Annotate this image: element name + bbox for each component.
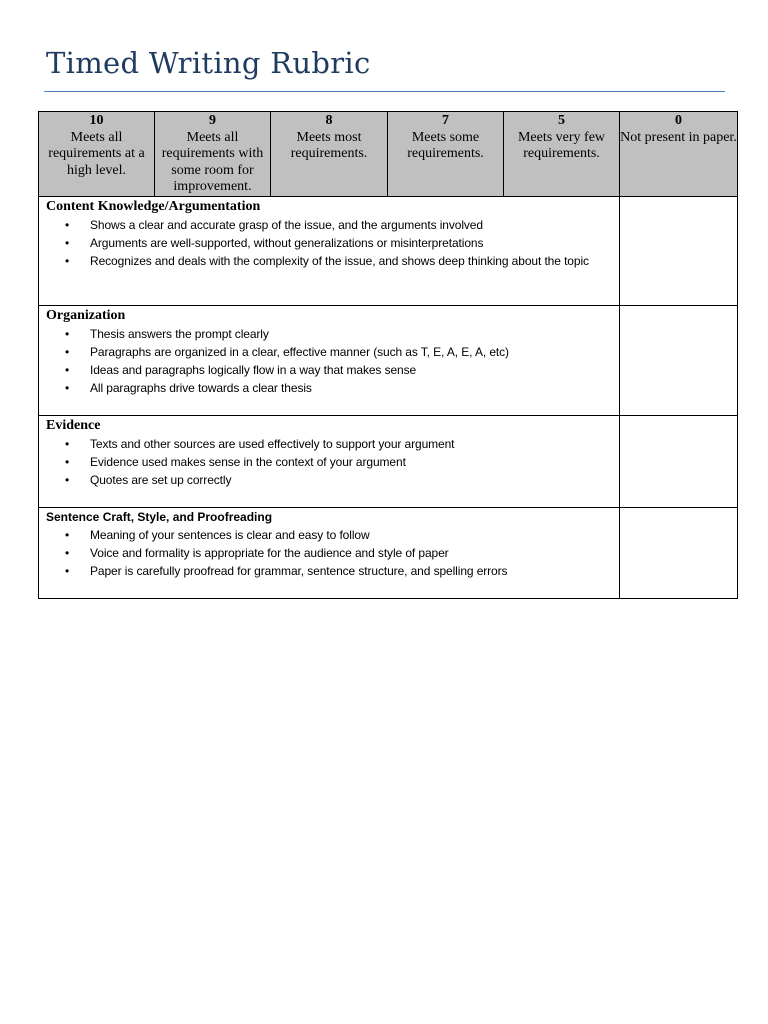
score-column-header (39, 112, 155, 197)
criteria-item (46, 216, 613, 234)
rubric-section-row (39, 415, 738, 507)
section-title: Sentence Craft, Style, and Proofreading (46, 509, 273, 524)
score-value: 0 (675, 113, 682, 128)
bullet-icon: • (65, 545, 70, 560)
bullet-icon: • (65, 235, 70, 250)
bullet-icon: • (65, 436, 70, 451)
bullet-icon: • (65, 326, 70, 341)
score-description: Meets some requirements. (407, 129, 484, 161)
criteria-text: Texts and other sources are used effectively to support your argument (90, 436, 455, 451)
score-column-header (388, 112, 504, 197)
section-criteria-cell (39, 415, 620, 507)
criteria-list (46, 435, 613, 490)
bullet-icon: • (65, 527, 70, 542)
criteria-item (46, 361, 613, 379)
score-header-row (39, 112, 738, 197)
criteria-text: Arguments are well-supported, without generalizations or misinterpretations (90, 235, 484, 250)
score-description: Not present in paper. (620, 129, 737, 145)
criteria-item (46, 379, 613, 397)
criteria-list (46, 526, 613, 581)
title-underline (44, 91, 725, 92)
criteria-list (46, 325, 613, 398)
section-title: Evidence (46, 417, 101, 433)
criteria-text: All paragraphs drive towards a clear thesis (90, 381, 312, 396)
score-value: 9 (209, 113, 216, 128)
score-description: Meets all requirements at a high level. (48, 129, 145, 178)
bullet-icon: • (65, 253, 70, 268)
score-entry-cell[interactable] (620, 415, 738, 507)
score-value: 5 (558, 113, 565, 128)
section-title: Organization (46, 307, 126, 323)
score-column-header (155, 112, 271, 197)
section-criteria-cell (39, 196, 620, 305)
score-entry-cell[interactable] (620, 196, 738, 305)
bullet-icon: • (65, 381, 70, 396)
criteria-text: Paragraphs are organized in a clear, effective manner (such as T, E, A, E, A, etc) (90, 344, 509, 359)
criteria-item (46, 562, 613, 580)
bullet-icon: • (65, 472, 70, 487)
criteria-item (46, 471, 613, 489)
score-entry-cell[interactable] (620, 305, 738, 415)
criteria-text: Paper is carefully proofread for grammar, sentence structure, and spelling errors (90, 563, 508, 578)
score-description: Meets all requirements with some room for improvement. (161, 129, 264, 194)
score-entry-cell[interactable] (620, 507, 738, 598)
criteria-item (46, 435, 613, 453)
page-title: Timed Writing Rubric (46, 46, 371, 80)
score-column-header (271, 112, 388, 197)
criteria-text: Meaning of your sentences is clear and easy to follow (90, 527, 370, 542)
criteria-text: Recognizes and deals with the complexity of the issue, and shows deep thinking about the topic (90, 253, 589, 268)
criteria-text: Quotes are set up correctly (90, 472, 232, 487)
bullet-icon: • (65, 454, 70, 469)
score-description: Meets most requirements. (290, 129, 368, 161)
rubric-section-row (39, 196, 738, 305)
section-title: Content Knowledge/Argumentation (46, 198, 261, 214)
criteria-item (46, 325, 613, 343)
rubric-section-row (39, 507, 738, 598)
criteria-text: Evidence used makes sense in the context of your argument (90, 454, 406, 469)
bullet-icon: • (65, 362, 70, 377)
criteria-text: Ideas and paragraphs logically flow in a way that makes sense (90, 362, 417, 377)
criteria-text: Shows a clear and accurate grasp of the issue, and the arguments involved (90, 217, 483, 232)
criteria-text: Thesis answers the prompt clearly (90, 326, 269, 341)
score-value: 7 (442, 113, 449, 128)
criteria-text: Voice and formality is appropriate for the audience and style of paper (90, 545, 449, 560)
score-column-header (620, 112, 738, 197)
criteria-item (46, 526, 613, 544)
criteria-list (46, 216, 613, 271)
bullet-icon: • (65, 344, 70, 359)
rubric-table (38, 111, 738, 599)
criteria-item (46, 544, 613, 562)
criteria-item (46, 252, 613, 270)
criteria-item (46, 453, 613, 471)
criteria-item (46, 343, 613, 361)
rubric-section-row (39, 305, 738, 415)
section-criteria-cell (39, 305, 620, 415)
bullet-icon: • (65, 217, 70, 232)
score-value: 10 (89, 113, 104, 128)
bullet-icon: • (65, 563, 70, 578)
score-column-header (504, 112, 620, 197)
criteria-item (46, 234, 613, 252)
score-description: Meets very few requirements. (517, 129, 606, 161)
section-criteria-cell (39, 507, 620, 598)
score-value: 8 (325, 113, 333, 128)
